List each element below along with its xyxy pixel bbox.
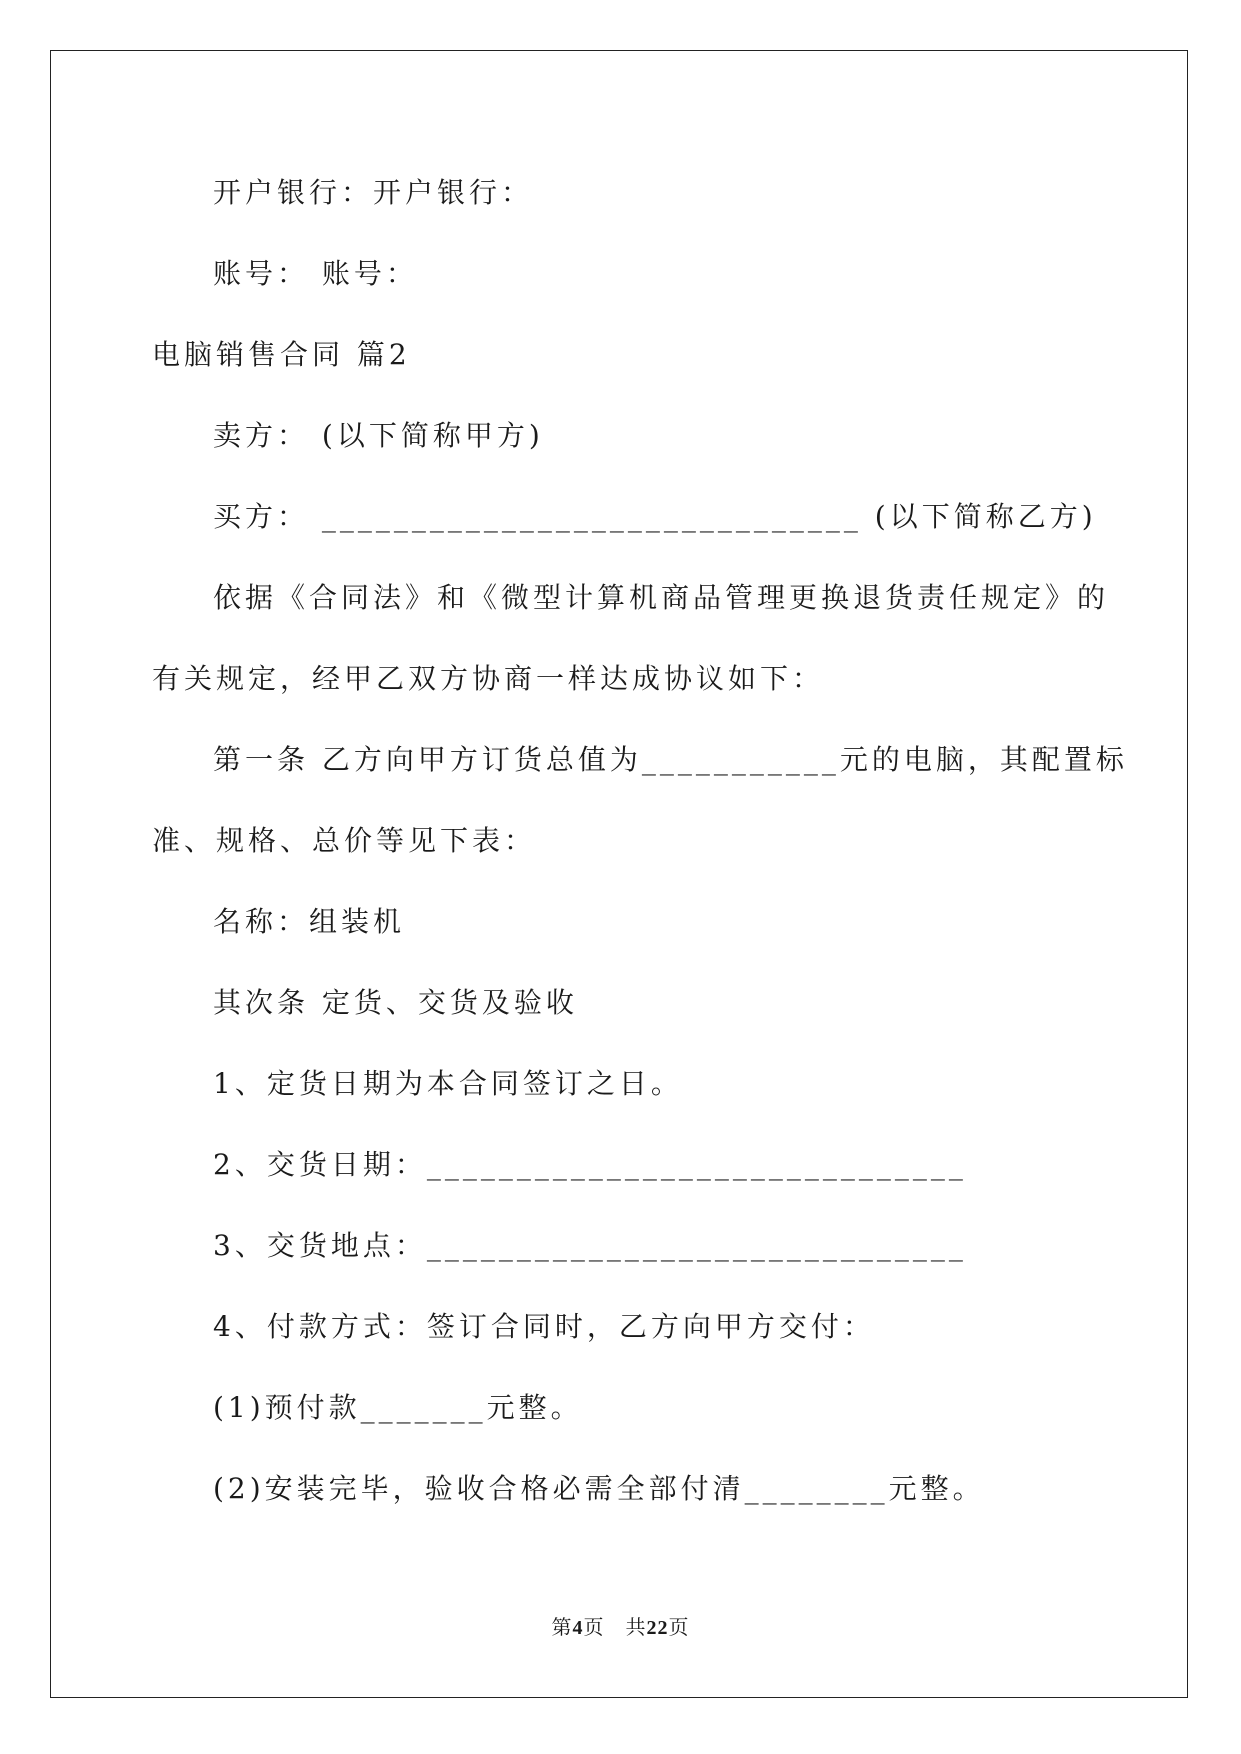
text-line: 开户银行：开户银行： — [213, 176, 534, 209]
text-line: 买方： ______________________________ (以下简称乙方) — [213, 500, 1097, 533]
text-line: 有关规定，经甲乙双方协商一样达成协议如下： — [152, 662, 825, 695]
text-line: 卖方： (以下简称甲方) — [213, 419, 544, 452]
total-pages: 22 — [646, 1617, 669, 1639]
text-line: 第一条 乙方向甲方订货总值为___________元的电脑，其配置标 — [213, 743, 1128, 776]
text-line: (1)预付款_______元整。 — [213, 1391, 583, 1424]
page-border — [50, 50, 1188, 1698]
text-line: (2)安装完毕，验收合格必需全部付清________元整。 — [213, 1472, 985, 1505]
text-line: 4、付款方式：签订合同时，乙方向甲方交付： — [213, 1310, 875, 1343]
text-line: 其次条 定货、交货及验收 — [213, 986, 578, 1019]
text-line: 1、定货日期为本合同签订之日。 — [213, 1067, 683, 1100]
text-line: 2、交货日期：______________________________ — [213, 1148, 967, 1181]
text-line: 账号： 账号： — [213, 257, 418, 290]
footer-suffix: 页 — [668, 1615, 690, 1639]
text-line: 名称：组装机 — [213, 905, 406, 938]
page-footer — [0, 1611, 1241, 1640]
footer-prefix: 第 — [551, 1615, 573, 1639]
footer-mid: 页 共 — [583, 1615, 647, 1639]
page-number: 4 — [572, 1617, 584, 1639]
text-line: 准、规格、总价等见下表： — [152, 824, 537, 857]
text-line: 3、交货地点：______________________________ — [213, 1229, 967, 1262]
section-heading: 电脑销售合同 篇2 — [152, 338, 411, 371]
text-line: 依据《合同法》和《微型计算机商品管理更换退货责任规定》的 — [213, 581, 1110, 614]
